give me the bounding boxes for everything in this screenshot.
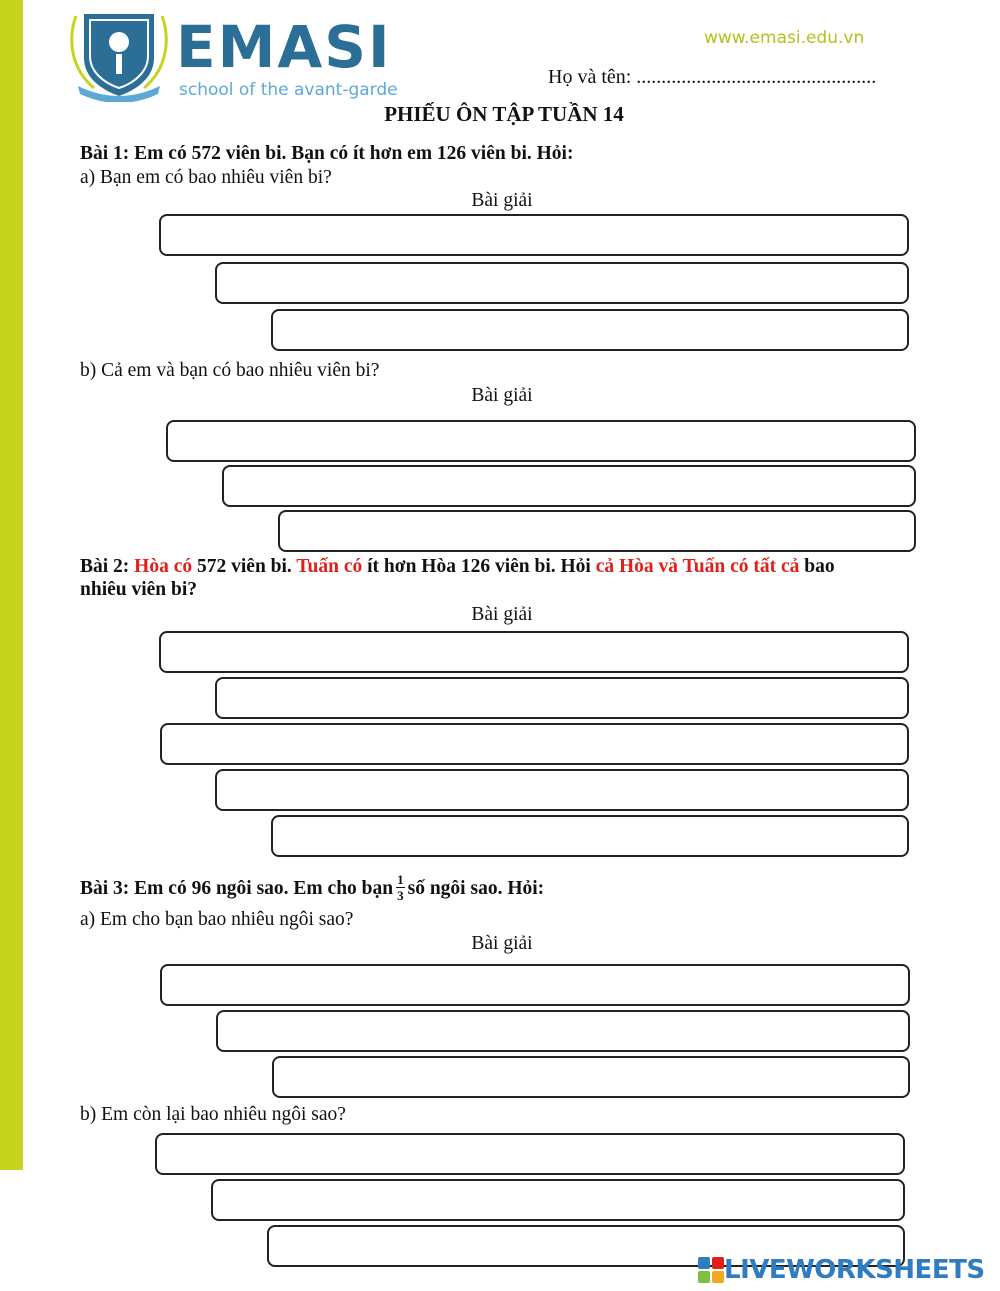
solution-label: Bài giải xyxy=(471,604,533,625)
answer-box[interactable] xyxy=(216,1010,910,1052)
bai2-heading: Bài 2: Hòa có 572 viên bi. Tuấn có ít hơn Hòa 126 viên bi. Hỏi cả Hòa và Tuấn có tất cả bao xyxy=(80,556,835,577)
highlight-hoa: Hòa có xyxy=(134,556,193,577)
answer-box[interactable] xyxy=(211,1179,905,1221)
answer-box[interactable] xyxy=(160,964,910,1006)
answer-box[interactable] xyxy=(222,465,916,507)
logo-text: EMASI xyxy=(176,13,392,81)
solution-label: Bài giải xyxy=(471,385,533,406)
answer-box[interactable] xyxy=(215,769,909,811)
answer-box[interactable] xyxy=(159,214,909,256)
side-accent-bar xyxy=(0,0,23,1170)
logo-tagline: school of the avant-garde xyxy=(179,80,398,100)
bai1-question-b: b) Cả em và bạn có bao nhiêu viên bi? xyxy=(80,360,380,381)
highlight-total: cả Hòa và Tuấn có tất cả xyxy=(595,556,800,577)
answer-box[interactable] xyxy=(155,1133,905,1175)
solution-label: Bài giải xyxy=(471,933,533,954)
bai1-heading: Bài 1: Em có 572 viên bi. Bạn có ít hơn em 126 viên bi. Hỏi: xyxy=(80,143,574,164)
solution-label: Bài giải xyxy=(471,190,533,211)
page-title: PHIẾU ÔN TẬP TUẦN 14 xyxy=(384,102,624,126)
answer-box[interactable] xyxy=(160,723,909,765)
bai3-heading: Bài 3: Em có 96 ngôi sao. Em cho bạn $\frac{1}{3}$ số ngôi sao. Hỏi: xyxy=(80,872,545,904)
highlight-tuan: Tuấn có xyxy=(296,556,363,577)
student-name-line: Họ và tên: ................................................ xyxy=(548,66,877,88)
answer-box[interactable] xyxy=(159,631,909,673)
website-url[interactable]: www.emasi.edu.vn xyxy=(704,28,865,48)
answer-box[interactable] xyxy=(272,1056,910,1098)
bai2-heading-line2: nhiêu viên bi? xyxy=(80,579,198,600)
liveworksheets-brand xyxy=(698,1255,985,1285)
bai1-question-a: a) Bạn em có bao nhiêu viên bi? xyxy=(80,167,332,188)
bai3-question-a: a) Em cho bạn bao nhiêu ngôi sao? xyxy=(80,909,354,930)
answer-box[interactable] xyxy=(166,420,916,462)
answer-box[interactable] xyxy=(215,677,909,719)
answer-box[interactable] xyxy=(271,309,909,351)
answer-box[interactable] xyxy=(215,262,909,304)
fraction-one-third: $\frac{1}{3}$ xyxy=(397,872,404,904)
bai3-question-b: b) Em còn lại bao nhiêu ngôi sao? xyxy=(80,1104,346,1125)
liveworksheets-text: LIVEWORKSHEETS xyxy=(724,1255,985,1285)
answer-box[interactable] xyxy=(278,510,916,552)
answer-box[interactable] xyxy=(271,815,909,857)
liveworksheets-logo-icon xyxy=(698,1257,724,1283)
